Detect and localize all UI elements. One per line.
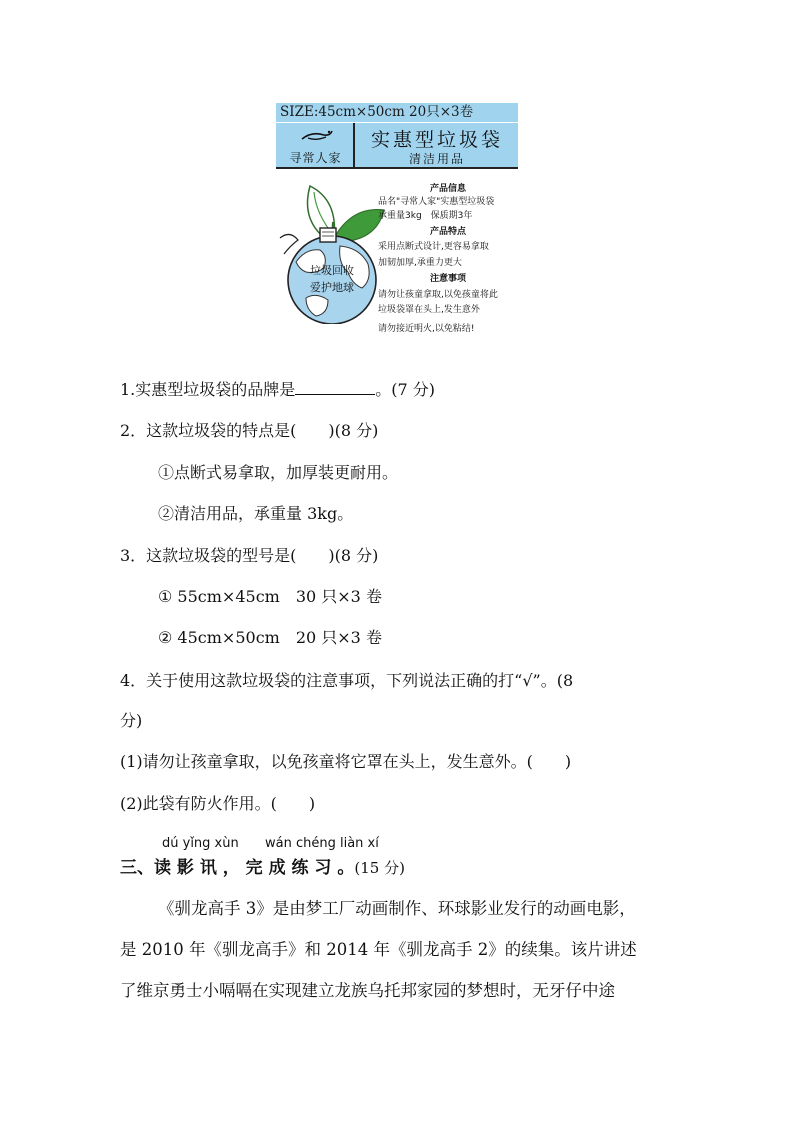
info-product-name: 品名"寻常人家"实惠型垃圾袋 (378, 197, 495, 207)
question-4-line-1: 4．关于使用这款垃圾袋的注意事项，下列说法正确的打“√”。(8 (120, 671, 574, 690)
info-heading-notes: 注意事项 (429, 274, 466, 284)
question-3-option-1: ① 55cm×45cm 30 只×3 卷 (158, 587, 382, 606)
slogan-line-1: 垃圾回收 (310, 264, 354, 277)
info-feature-1: 采用点断式设计,更容易拿取 (378, 242, 489, 252)
brand-name: 寻常人家 (289, 151, 342, 165)
section-title (120, 853, 405, 878)
info-note-1: 请勿让孩童拿取,以免孩童将此 (378, 290, 498, 300)
question-3-option-2: ② 45cm×50cm 20 只×3 卷 (158, 628, 382, 647)
question-3: 3．这款垃圾袋的型号是( )(8 分) (120, 546, 379, 565)
section-title-text: 三、读 影 讯 ， 完 成 练 习 。 (120, 858, 355, 878)
question-2-option-1: ①点断式易拿取，加厚装更耐用。 (158, 463, 399, 482)
package-size-label: SIZE:45cm×50cm 20只×3卷 (276, 103, 518, 122)
info-feature-2: 加韧加厚,承重力更大 (378, 258, 462, 268)
passage-line-2: 是 2010 年《驯龙高手》和 2014 年《驯龙高手 2》的续集。该片讲述 (120, 940, 637, 959)
slogan-line-2: 爱护地球 (310, 281, 354, 294)
question-1-prefix: 1.实惠型垃圾袋的品牌是 (120, 380, 296, 399)
info-note-3: 请勿接近明火,以免粘结! (378, 324, 475, 334)
question-2: 2．这款垃圾袋的特点是( )(8 分) (120, 421, 379, 440)
info-heading-features: 产品特点 (429, 227, 466, 237)
question-4-statement-1: (1)请勿让孩童拿取，以免孩童将它罩在头上，发生意外。( ) (120, 752, 572, 771)
globe-sprout-icon (276, 176, 388, 324)
info-note-2: 垃圾袋罩在头上,发生意外 (378, 305, 480, 315)
info-load-shelf-life: 承重量3kg 保质期3年 (378, 211, 473, 221)
question-1 (120, 378, 435, 401)
package-brand-row (276, 123, 518, 169)
question-4-line-2: 分) (120, 711, 143, 730)
globe-slogan (300, 262, 364, 296)
passage-line-3: 了维京勇士小嗝嗝在实现建立龙族乌托邦家园的梦想时，无牙仔中途 (120, 981, 615, 1000)
passage-line-1: 《驯龙高手 3》是由梦工厂动画制作、环球影业发行的动画电影， (158, 899, 636, 918)
brand-cell (276, 123, 355, 167)
question-2-option-2: ②清洁用品，承重量 3kg。 (158, 504, 354, 523)
pinyin-read-news: dú yǐng xùn (162, 836, 239, 851)
info-heading-product-info: 产品信息 (429, 184, 466, 194)
question-1-suffix: 。(7 分) (375, 380, 436, 399)
pinyin-complete-exercise: wán chéng liàn xí (265, 836, 379, 851)
question-4-statement-2: (2)此袋有防火作用。( ) (120, 794, 316, 813)
section-score: (15 分) (354, 859, 405, 877)
answer-blank[interactable] (295, 378, 375, 395)
bird-logo-icon (300, 125, 334, 147)
product-name: 实惠型垃圾袋 (370, 129, 503, 151)
product-category: 清洁用品 (408, 152, 465, 166)
